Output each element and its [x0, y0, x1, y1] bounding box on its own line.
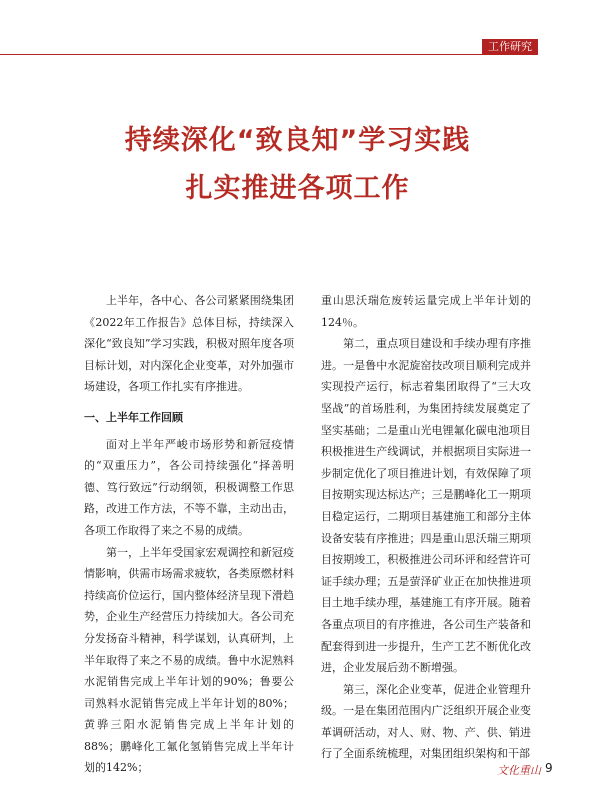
paragraph: 上半年，各中心、各公司紧紧围绕集团《2022年工作报告》总体目标，持续深入深化“致良知”学习实践，积极对照年度各项目标计划，对内深化企业变革，对外加强市场建设，各项工作扎实有序推进。	[84, 294, 294, 394]
paragraph: 第三，深化企业变革，促进企业管理升级。一是在集团范围内广泛组织开展企业变革调研活动，对人、财、物、产、供、销进行了全面系统梳理，对集团组织架构和干部	[321, 682, 531, 761]
paragraph: 第一，上半年受国家宏观调控和新冠疫情影响，供需市场需求疲软，各类原燃材料持续高价位运行，国内整体经济呈现下滑趋势，企业生产经营压力持续加大。各公司充分发扬奋斗精神，科学谋划，认真研判，上半年取得了来之不易的成绩。鲁中水泥熟料水泥销售完成上半年计划的90%；鲁要公司熟料水泥销售完成上半年计划的80%；黄骅三阳水泥销售完成上半年计划的88%；鹏峰化工氟化氢销售完成上半年计划的142%；	[84, 545, 294, 775]
article-title-line1: 持续深化“致良知”学习实践	[124, 125, 471, 156]
paragraph: 重山思沃瑞危废转运量完成上半年计划的124％。	[321, 294, 531, 329]
article-title-line2: 扎实推进各项工作	[185, 173, 410, 204]
section-heading: 一、上半年工作回顾	[84, 410, 183, 424]
right-column	[321, 290, 531, 765]
section-tag: 工作研究	[482, 39, 538, 55]
left-column	[84, 290, 294, 779]
header-rule	[0, 54, 538, 55]
page-number: 9	[545, 761, 553, 775]
paragraph: 面对上半年严峻市场形势和新冠疫情的“双重压力”，各公司持续强化“择善明德、笃行致远”行动纲领，积极调整工作思路，改进工作方法，不等不靠，主动出击，各项工作取得了来之不易的成绩。	[84, 437, 294, 537]
paragraph: 第二，重点项目建设和手续办理有序推进。一是鲁中水泥旋窑技改项目顺利完成并实现投产运行，标志着集团取得了“三大攻坚战”的首场胜利，为集团持续发展奠定了坚实基础；二是重山光电锂氟化碳电池项目积极推进生产线调试，并根据项目实际进一步制定优化了项目推进计划，有效保障了项目按期实现达标达产；三是鹏峰化工一期项目稳定运行，二期项目基建施工和部分主体设备安装有序推进；四是重山思沃瑞三期项目按期竣工，积极推进公司环评和经营许可证手续办理；五是萤泽矿业正在加快推进项目土地手续办理，基建施工有序开展。随着各重点项目的有序推进，各公司生产装备和配套得到进一步提升，生产工艺不断优化改进，企业发展后劲不断增强。	[321, 337, 531, 675]
footer-brand-logo: 文化重山	[497, 764, 541, 777]
